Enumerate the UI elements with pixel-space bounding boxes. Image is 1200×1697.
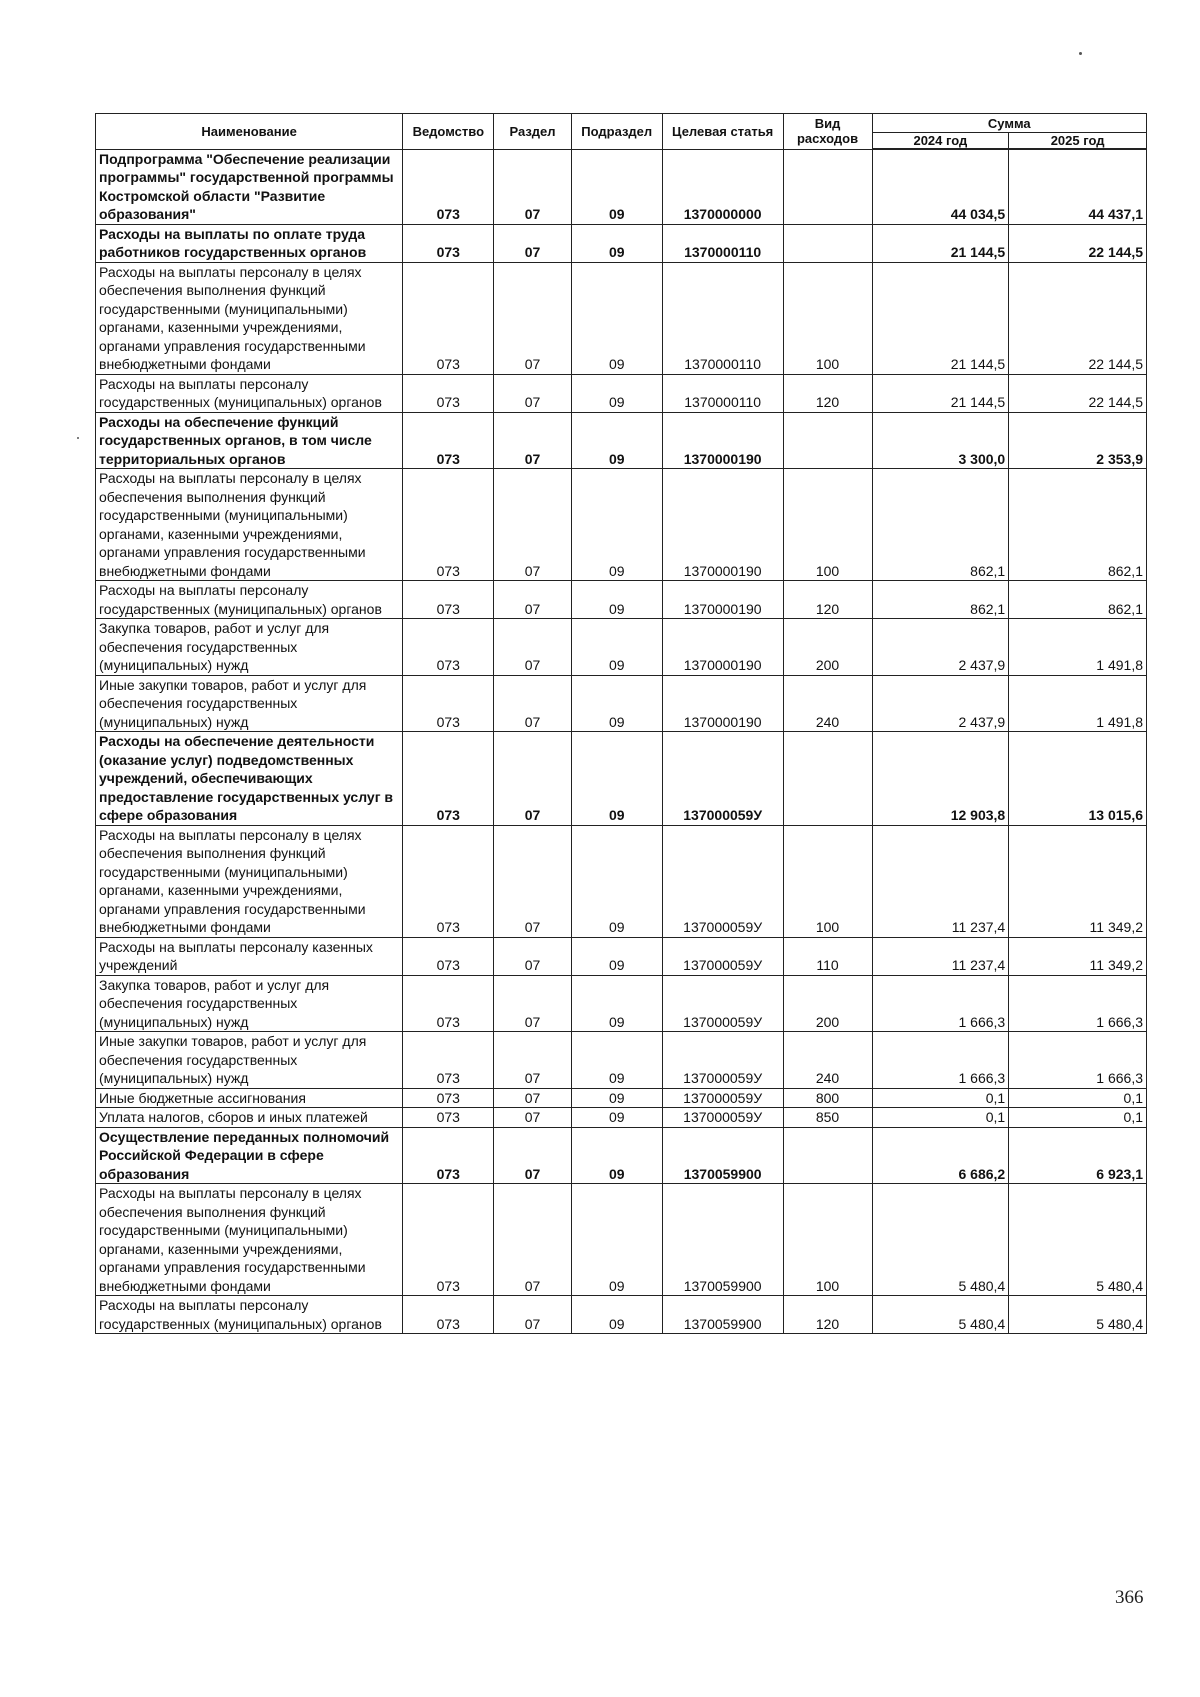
- row-sum-2025: 1 491,8: [1009, 619, 1147, 676]
- row-department: 073: [403, 732, 494, 826]
- table-row: [96, 469, 1147, 581]
- row-subsection: 09: [571, 1184, 662, 1296]
- row-sum-2025: 44 437,1: [1009, 149, 1147, 224]
- row-sum-2024: 44 034,5: [872, 149, 1009, 224]
- row-expense-type: 120: [783, 374, 872, 412]
- row-section: 07: [494, 937, 571, 975]
- row-sum-2025: 13 015,6: [1009, 732, 1147, 826]
- row-department: 073: [403, 1032, 494, 1089]
- row-section: 07: [494, 1032, 571, 1089]
- row-sum-2024: 11 237,4: [872, 937, 1009, 975]
- row-name: Расходы на выплаты персоналу государственных (муниципальных) органов: [96, 1296, 403, 1334]
- row-name: Иные закупки товаров, работ и услуг для обеспечения государственных (муниципальных) нужд: [96, 675, 403, 732]
- row-target: 1370000190: [662, 619, 783, 676]
- row-subsection: 09: [571, 469, 662, 581]
- row-sum-2025: 862,1: [1009, 469, 1147, 581]
- budget-table: [95, 113, 1147, 1334]
- scan-speck: [77, 437, 79, 439]
- row-target: 1370000190: [662, 581, 783, 619]
- row-expense-type: 240: [783, 675, 872, 732]
- row-expense-type: 110: [783, 937, 872, 975]
- row-sum-2025: 11 349,2: [1009, 825, 1147, 937]
- row-section: 07: [494, 224, 571, 262]
- row-department: 073: [403, 1088, 494, 1108]
- row-expense-type: 120: [783, 581, 872, 619]
- table-row: [96, 1184, 1147, 1296]
- row-subsection: 09: [571, 937, 662, 975]
- table-row: [96, 1032, 1147, 1089]
- table-row: [96, 1108, 1147, 1128]
- row-sum-2024: 21 144,5: [872, 374, 1009, 412]
- row-target: 1370000000: [662, 149, 783, 224]
- table-row: [96, 1127, 1147, 1184]
- row-department: 073: [403, 825, 494, 937]
- table-row: [96, 262, 1147, 374]
- row-target: 1370059900: [662, 1184, 783, 1296]
- row-expense-type: 850: [783, 1108, 872, 1128]
- row-subsection: 09: [571, 374, 662, 412]
- table-row: [96, 619, 1147, 676]
- row-name: Расходы на выплаты по оплате труда работников государственных органов: [96, 224, 403, 262]
- row-expense-type: 100: [783, 469, 872, 581]
- table-row: [96, 581, 1147, 619]
- row-target: 1370000190: [662, 675, 783, 732]
- row-department: 073: [403, 374, 494, 412]
- header-expense-type: Вид расходов: [783, 114, 872, 150]
- row-expense-type: 200: [783, 619, 872, 676]
- row-name: Расходы на выплаты персоналу в целях обеспечения выполнения функций государственными (муниципальными) органами, казенными учреждениями, органами управления государственными внебюджетными фондами: [96, 262, 403, 374]
- table-row: [96, 149, 1147, 224]
- row-target: 1370000110: [662, 224, 783, 262]
- row-sum-2024: 1 666,3: [872, 975, 1009, 1032]
- row-sum-2025: 862,1: [1009, 581, 1147, 619]
- row-section: 07: [494, 149, 571, 224]
- row-sum-2024: 862,1: [872, 581, 1009, 619]
- row-name: Осуществление переданных полномочий Российской Федерации в сфере образования: [96, 1127, 403, 1184]
- row-subsection: 09: [571, 975, 662, 1032]
- header-year-2024: 2024 год: [872, 133, 1009, 150]
- row-name: Расходы на выплаты персоналу государственных (муниципальных) органов: [96, 374, 403, 412]
- row-sum-2024: 1 666,3: [872, 1032, 1009, 1089]
- row-sum-2024: 0,1: [872, 1108, 1009, 1128]
- header-target: Целевая статья: [662, 114, 783, 150]
- row-department: 073: [403, 937, 494, 975]
- row-name: Расходы на выплаты персоналу государственных (муниципальных) органов: [96, 581, 403, 619]
- row-sum-2024: 21 144,5: [872, 224, 1009, 262]
- table-row: [96, 937, 1147, 975]
- table-row: [96, 675, 1147, 732]
- row-name: Расходы на выплаты персоналу казенных учреждений: [96, 937, 403, 975]
- row-sum-2025: 0,1: [1009, 1088, 1147, 1108]
- row-name: Закупка товаров, работ и услуг для обеспечения государственных (муниципальных) нужд: [96, 975, 403, 1032]
- row-section: 07: [494, 1088, 571, 1108]
- row-department: 073: [403, 224, 494, 262]
- row-section: 07: [494, 675, 571, 732]
- row-department: 073: [403, 581, 494, 619]
- row-section: 07: [494, 581, 571, 619]
- row-section: 07: [494, 1184, 571, 1296]
- row-sum-2025: 11 349,2: [1009, 937, 1147, 975]
- table-row: [96, 374, 1147, 412]
- row-department: 073: [403, 975, 494, 1032]
- row-target: 137000059У: [662, 1032, 783, 1089]
- row-section: 07: [494, 469, 571, 581]
- row-target: 1370000110: [662, 262, 783, 374]
- table-row: [96, 1296, 1147, 1334]
- row-expense-type: 240: [783, 1032, 872, 1089]
- row-section: 07: [494, 619, 571, 676]
- row-sum-2024: 0,1: [872, 1088, 1009, 1108]
- table-body: [96, 149, 1147, 1334]
- row-name: Расходы на выплаты персоналу в целях обеспечения выполнения функций государственными (муниципальными) органами, казенными учреждениями, органами управления государственными внебюджетными фондами: [96, 825, 403, 937]
- row-sum-2025: 22 144,5: [1009, 374, 1147, 412]
- row-department: 073: [403, 1108, 494, 1128]
- table-header: [96, 114, 1147, 150]
- row-expense-type: [783, 224, 872, 262]
- row-sum-2025: 6 923,1: [1009, 1127, 1147, 1184]
- row-subsection: 09: [571, 1088, 662, 1108]
- row-name: Расходы на выплаты персоналу в целях обеспечения выполнения функций государственными (муниципальными) органами, казенными учреждениями, органами управления государственными внебюджетными фондами: [96, 1184, 403, 1296]
- table-row: [96, 825, 1147, 937]
- row-sum-2025: 0,1: [1009, 1108, 1147, 1128]
- table-row: [96, 732, 1147, 826]
- row-department: 073: [403, 1296, 494, 1334]
- row-sum-2024: 11 237,4: [872, 825, 1009, 937]
- row-target: 1370059900: [662, 1127, 783, 1184]
- row-sum-2025: 1 666,3: [1009, 1032, 1147, 1089]
- row-target: 137000059У: [662, 975, 783, 1032]
- row-department: 073: [403, 149, 494, 224]
- row-target: 1370000190: [662, 469, 783, 581]
- header-department: Ведомство: [403, 114, 494, 150]
- row-target: 137000059У: [662, 1108, 783, 1128]
- row-sum-2025: 5 480,4: [1009, 1296, 1147, 1334]
- row-target: 1370059900: [662, 1296, 783, 1334]
- row-sum-2024: 3 300,0: [872, 412, 1009, 469]
- row-sum-2025: 1 491,8: [1009, 675, 1147, 732]
- row-subsection: 09: [571, 581, 662, 619]
- row-target: 1370000110: [662, 374, 783, 412]
- row-subsection: 09: [571, 224, 662, 262]
- row-target: 137000059У: [662, 825, 783, 937]
- row-section: 07: [494, 975, 571, 1032]
- row-section: 07: [494, 1108, 571, 1128]
- row-expense-type: 100: [783, 825, 872, 937]
- row-sum-2025: 5 480,4: [1009, 1184, 1147, 1296]
- row-subsection: 09: [571, 1127, 662, 1184]
- row-department: 073: [403, 412, 494, 469]
- row-target: 137000059У: [662, 937, 783, 975]
- row-name: Иные бюджетные ассигнования: [96, 1088, 403, 1108]
- row-section: 07: [494, 1296, 571, 1334]
- scan-speck: [1079, 52, 1082, 55]
- row-name: Подпрограмма "Обеспечение реализации программы" государственной программы Костромской области "Развитие образования": [96, 149, 403, 224]
- row-name: Расходы на обеспечение деятельности (оказание услуг) подведомственных учреждений, обеспечивающих предоставление государственных услуг в сфере образования: [96, 732, 403, 826]
- row-department: 073: [403, 675, 494, 732]
- row-sum-2024: 5 480,4: [872, 1184, 1009, 1296]
- row-subsection: 09: [571, 1108, 662, 1128]
- row-sum-2024: 2 437,9: [872, 619, 1009, 676]
- row-sum-2024: 12 903,8: [872, 732, 1009, 826]
- row-subsection: 09: [571, 1032, 662, 1089]
- row-subsection: 09: [571, 1296, 662, 1334]
- row-sum-2024: 21 144,5: [872, 262, 1009, 374]
- row-sum-2025: 22 144,5: [1009, 262, 1147, 374]
- row-expense-type: 100: [783, 262, 872, 374]
- row-target: 137000059У: [662, 732, 783, 826]
- row-sum-2025: 22 144,5: [1009, 224, 1147, 262]
- row-name: Закупка товаров, работ и услуг для обеспечения государственных (муниципальных) нужд: [96, 619, 403, 676]
- row-subsection: 09: [571, 619, 662, 676]
- row-sum-2024: 5 480,4: [872, 1296, 1009, 1334]
- table-row: [96, 1088, 1147, 1108]
- row-section: 07: [494, 825, 571, 937]
- row-department: 073: [403, 1184, 494, 1296]
- row-name: Уплата налогов, сборов и иных платежей: [96, 1108, 403, 1128]
- row-section: 07: [494, 412, 571, 469]
- header-year-2025: 2025 год: [1009, 133, 1147, 150]
- row-expense-type: [783, 732, 872, 826]
- row-department: 073: [403, 619, 494, 676]
- row-subsection: 09: [571, 825, 662, 937]
- row-subsection: 09: [571, 262, 662, 374]
- row-section: 07: [494, 1127, 571, 1184]
- row-expense-type: 200: [783, 975, 872, 1032]
- row-department: 073: [403, 262, 494, 374]
- row-name: Расходы на обеспечение функций государственных органов, в том числе территориальных органов: [96, 412, 403, 469]
- row-section: 07: [494, 374, 571, 412]
- row-expense-type: [783, 412, 872, 469]
- row-sum-2024: 6 686,2: [872, 1127, 1009, 1184]
- row-sum-2024: 2 437,9: [872, 675, 1009, 732]
- row-expense-type: [783, 149, 872, 224]
- row-section: 07: [494, 732, 571, 826]
- table-row: [96, 224, 1147, 262]
- row-name: Расходы на выплаты персоналу в целях обеспечения выполнения функций государственными (муниципальными) органами, казенными учреждениями, органами управления государственными внебюджетными фондами: [96, 469, 403, 581]
- row-section: 07: [494, 262, 571, 374]
- row-subsection: 09: [571, 412, 662, 469]
- header-subsection: Подраздел: [571, 114, 662, 150]
- row-sum-2025: 2 353,9: [1009, 412, 1147, 469]
- row-subsection: 09: [571, 675, 662, 732]
- row-sum-2025: 1 666,3: [1009, 975, 1147, 1032]
- row-expense-type: 100: [783, 1184, 872, 1296]
- row-name: Иные закупки товаров, работ и услуг для обеспечения государственных (муниципальных) нужд: [96, 1032, 403, 1089]
- row-expense-type: 800: [783, 1088, 872, 1108]
- row-expense-type: 120: [783, 1296, 872, 1334]
- row-target: 1370000190: [662, 412, 783, 469]
- table-row: [96, 975, 1147, 1032]
- table-row: [96, 412, 1147, 469]
- row-subsection: 09: [571, 149, 662, 224]
- row-sum-2024: 862,1: [872, 469, 1009, 581]
- row-department: 073: [403, 469, 494, 581]
- header-section: Раздел: [494, 114, 571, 150]
- row-subsection: 09: [571, 732, 662, 826]
- row-department: 073: [403, 1127, 494, 1184]
- header-sum: Сумма: [872, 114, 1146, 133]
- row-target: 137000059У: [662, 1088, 783, 1108]
- header-name: Наименование: [96, 114, 403, 150]
- row-expense-type: [783, 1127, 872, 1184]
- page-number: 366: [1115, 1587, 1144, 1608]
